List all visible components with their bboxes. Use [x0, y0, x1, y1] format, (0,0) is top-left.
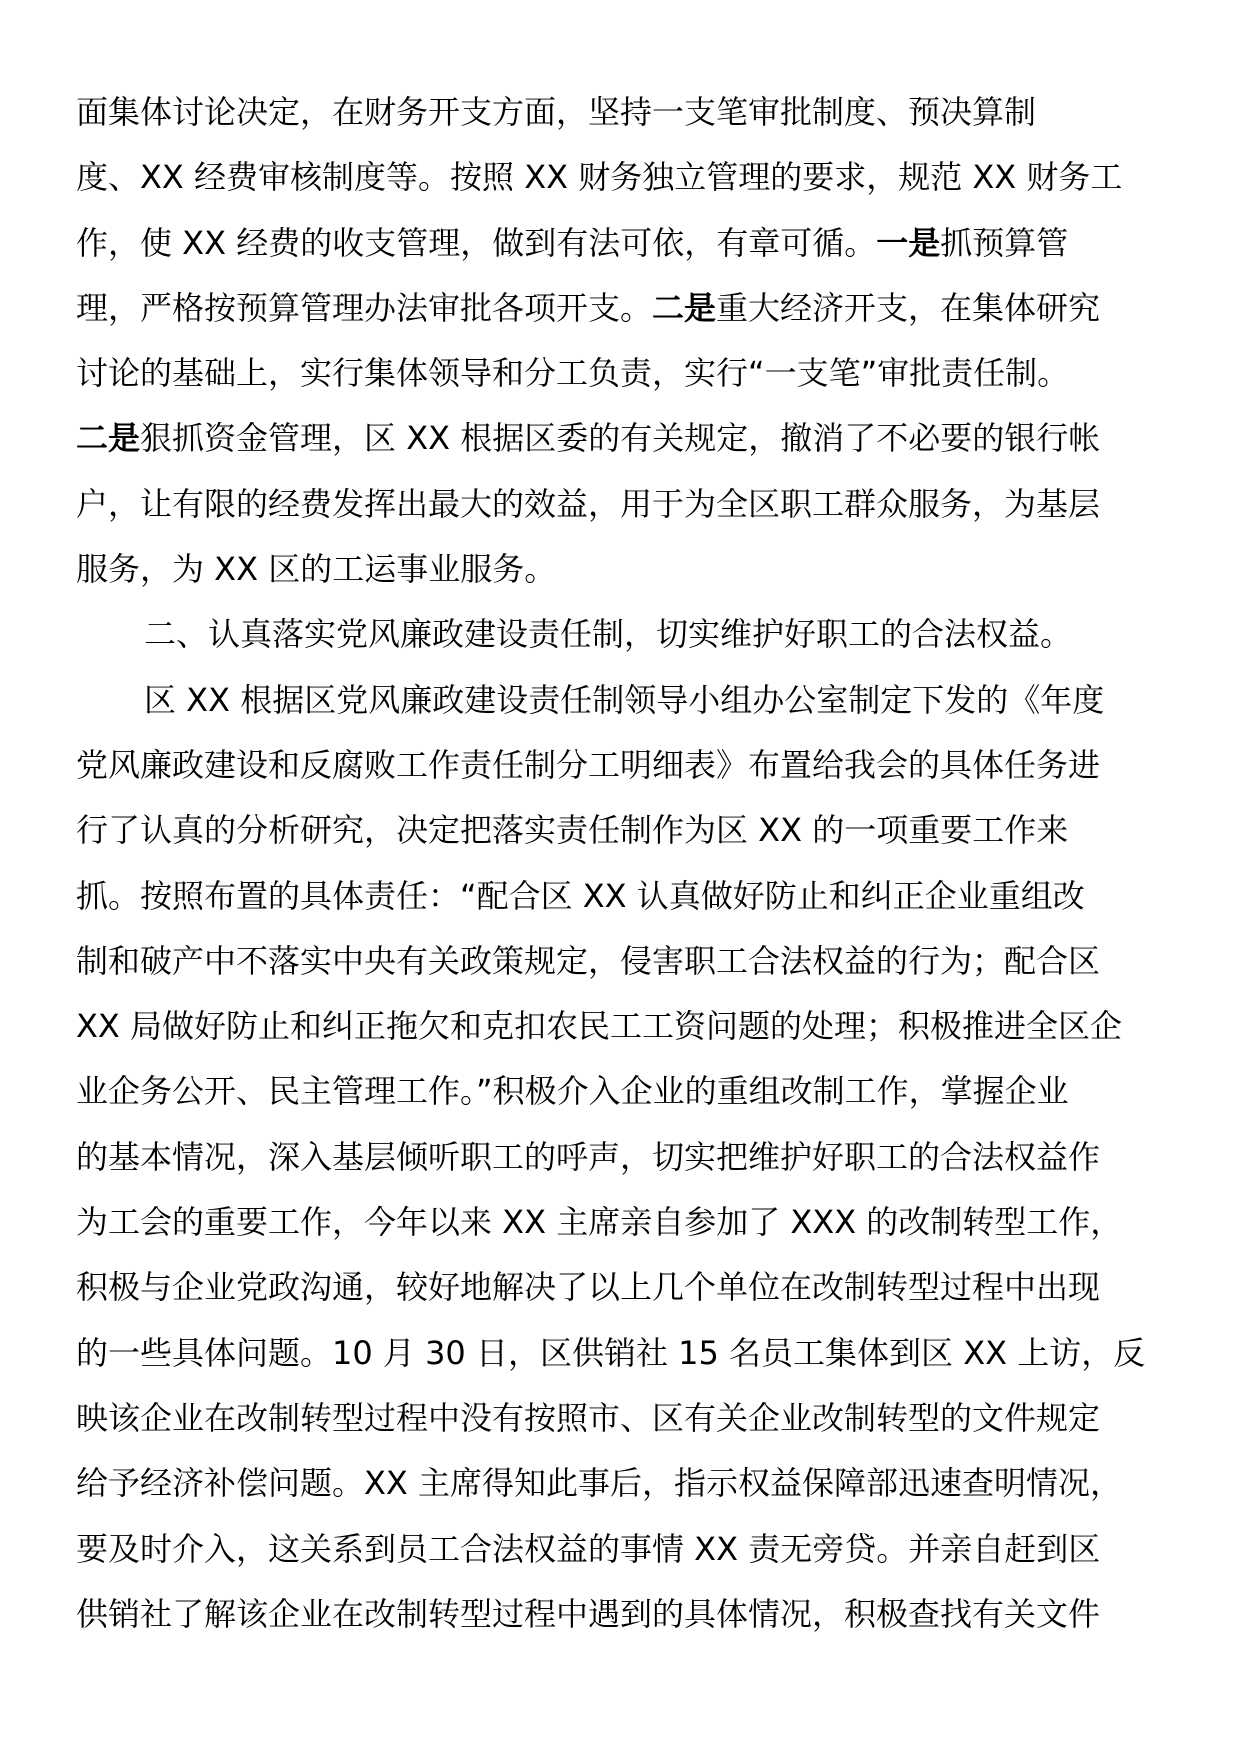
document-page — [76, 80, 1168, 1647]
text-line: 行了认真的分析研究，决定把落实责任制作为区 XX 的一项重要工作来 — [76, 811, 1069, 850]
text-line: 讨论的基础上，实行集体领导和分工负责，实行“一支笔”审批责任制。 — [76, 354, 1070, 393]
text-line: 积极与企业党政沟通，较好地解决了以上几个单位在改制转型过程中出现 — [76, 1268, 1101, 1307]
section-heading: 二、认真落实党风廉政建设责任制，切实维护好职工的合法权益。 — [144, 615, 1073, 654]
text-line — [76, 211, 1168, 276]
text-run: 抓预算管 — [940, 223, 1069, 262]
text-line: 为工会的重要工作，今年以来 XX 主席亲自参加了 XXX 的改制转型工作， — [76, 1203, 1123, 1242]
text-run: 理，严格按预算管理办法审批各项开支。 — [76, 288, 653, 327]
text-line: XX 局做好防止和纠正拖欠和克扣农民工工资问题的处理；积极推进全区企 — [76, 1007, 1123, 1046]
text-line: 区 XX 根据区党风廉政建设责任制领导小组办公室制定下发的《年度 — [144, 680, 1105, 719]
text-line: 面集体讨论决定，在财务开支方面，坚持一支笔审批制度、预决算制 — [76, 93, 1037, 131]
text-line — [76, 276, 1168, 341]
text-line: 要及时介入，这关系到员工合法权益的事情 XX 责无旁贷。并亲自赶到区 — [76, 1529, 1101, 1568]
bold-marker: 二是 — [76, 419, 141, 458]
text-line: 党风廉政建设和反腐败工作责任制分工明细表》布置给我会的具体任务进 — [76, 745, 1101, 784]
paragraph-finance — [76, 80, 1168, 602]
text-line: 给予经济补偿问题。XX 主席得知此事后，指示权益保障部迅速查明情况， — [76, 1464, 1123, 1503]
text-run: 狠抓资金管理，区 XX 根据区委的有关规定，撤消了不必要的银行帐 — [140, 419, 1101, 458]
text-line — [76, 406, 1168, 471]
text-line: 业企务公开、民主管理工作。”积极介入企业的重组改制工作，掌握企业 — [76, 1072, 1069, 1111]
text-line: 的一些具体问题。10 月 30 日，区供销社 15 名员工集体到区 XX 上访，反 — [76, 1333, 1146, 1372]
bold-marker: 一是 — [876, 223, 941, 262]
text-line: 的基本情况，深入基层倾听职工的呼声，切实把维护好职工的合法权益作 — [76, 1137, 1101, 1176]
text-line: 供销社了解该企业在改制转型过程中遇到的具体情况，积极查找有关文件 — [76, 1594, 1101, 1633]
text-run: 作，使 XX 经费的收支管理，做到有法可依，有章可循。 — [76, 223, 877, 262]
text-line: 服务，为 XX 区的工运事业服务。 — [76, 550, 557, 589]
paragraph-responsibility — [76, 668, 1168, 1647]
text-line: 映该企业在改制转型过程中没有按照市、区有关企业改制转型的文件规定 — [76, 1398, 1101, 1437]
text-line: 抓。按照布置的具体责任：“配合区 XX 认真做好防止和纠正企业重组改 — [76, 876, 1085, 915]
text-run: 重大经济开支，在集体研究 — [716, 288, 1101, 327]
text-line: 户，让有限的经费发挥出最大的效益，用于为全区职工群众服务，为基层 — [76, 484, 1101, 523]
bold-marker: 二是 — [652, 288, 717, 327]
text-line: 度、XX 经费审核制度等。按照 XX 财务独立管理的要求，规范 XX 财务工 — [76, 158, 1123, 197]
text-line: 制和破产中不落实中央有关政策规定，侵害职工合法权益的行为；配合区 — [76, 941, 1101, 980]
